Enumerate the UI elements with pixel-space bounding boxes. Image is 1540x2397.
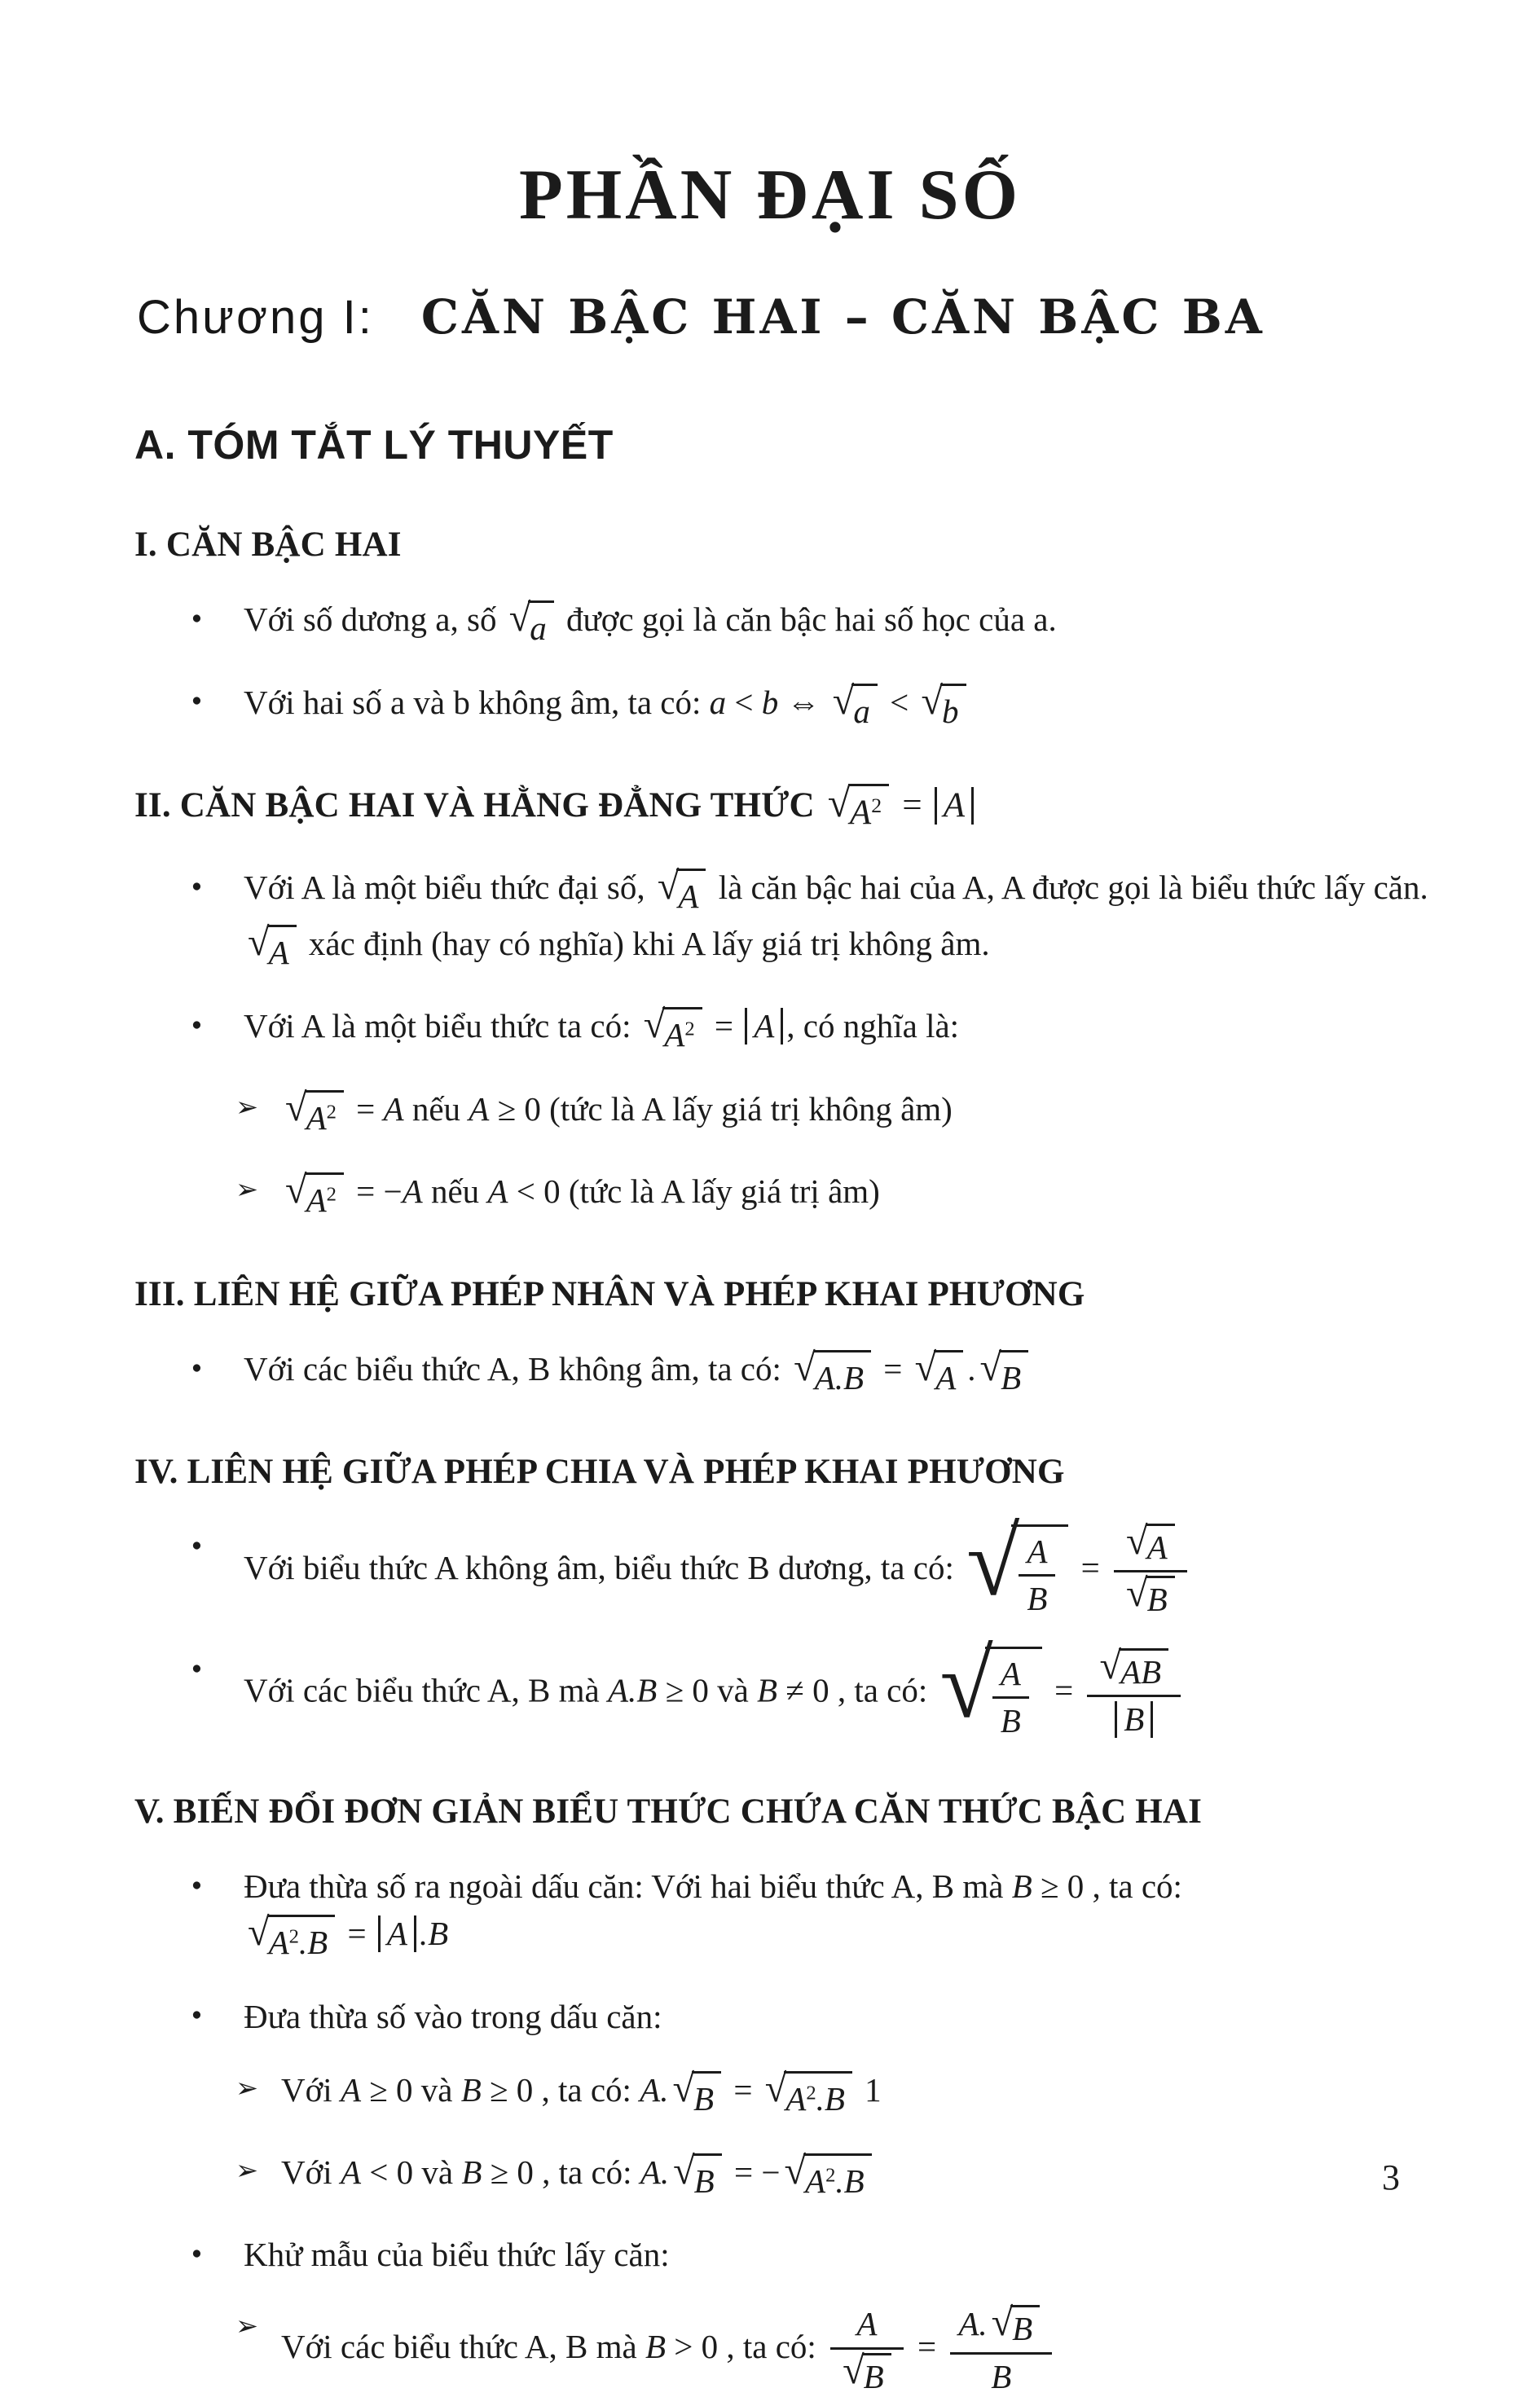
chapter-title: CĂN BẬC HAI – CĂN BẬC BA — [420, 289, 1265, 345]
bullet-item — [134, 1002, 1434, 1058]
square-root: √ B — [843, 2353, 891, 2397]
bullet-item — [134, 1507, 1434, 1620]
square-root: √ $A^2$ — [285, 1090, 344, 1141]
radical-sign-icon: √ — [784, 2149, 807, 2192]
square-root: √ $A^2$ — [828, 784, 890, 838]
fraction — [1114, 1520, 1187, 1620]
item-content: √ $A^2$ = A nếu A ≥ 0 (tức là A lấy giá trị không âm) — [281, 1085, 1434, 1141]
item-content: Với các biểu thức A, B không âm, ta có: √ A.B = √ A . √ B — [244, 1345, 1434, 1401]
square-root: √ A — [915, 1350, 964, 1401]
item-content: Với A < 0 và B ≥ 0 , ta có: A. √ B = − √ $A^2.B$ — [281, 2149, 1434, 2205]
bullet-dot-icon: ● — [191, 1357, 202, 1377]
square-root: √ A — [658, 869, 706, 920]
sub-bullet-item — [134, 2301, 1434, 2396]
bullet-dot-icon: ● — [191, 608, 202, 628]
square-root: √ A — [248, 925, 297, 976]
absolute-value: A — [745, 1008, 783, 1044]
square-root: √ a — [509, 600, 554, 652]
section-heading: IV. LIÊN HỆ GIỮA PHÉP CHIA VÀ PHÉP KHAI PHƯƠNG — [134, 1453, 1065, 1492]
radical-sign-icon: √ — [764, 2066, 787, 2110]
item-content: Với các biểu thức A, B mà B > 0 , ta có: A √ B = A. √ B B — [281, 2304, 1434, 2396]
item-content: Đưa thừa số vào trong dấu căn: — [244, 1997, 662, 2035]
sub-bullet-item — [134, 2066, 1434, 2122]
radical-sign-icon: √ — [248, 1911, 270, 1955]
section-heading: I. CĂN BẬC HAI — [134, 526, 402, 565]
square-root: √ $A^2.B$ — [784, 2153, 871, 2205]
square-root: √ B — [1126, 1576, 1175, 1620]
square-root: √ B — [992, 2305, 1041, 2349]
section-heading: II. CĂN BẬC HAI VÀ HẰNG ĐẲNG THỨC √ $A^2$ = A — [134, 781, 1434, 838]
square-root: √ $A^2$ — [285, 1172, 344, 1224]
radical-sign-icon: √ — [285, 1085, 307, 1129]
radical-sign-icon: √ — [1126, 1520, 1148, 1564]
square-root: √ b — [921, 684, 966, 735]
radical-sign-icon: √ — [914, 1346, 937, 1390]
page-number: 3 — [1382, 2157, 1400, 2197]
square-root: √ a — [833, 684, 878, 735]
radical-sign-icon: √ — [657, 864, 680, 908]
bullet-item — [134, 1993, 1434, 2040]
fraction: A. √ B B — [950, 2304, 1052, 2396]
item-content: Với số dương a, số √ a được gọi là căn bậc hai số học của a. — [244, 596, 1434, 652]
absolute-value: A — [935, 787, 974, 825]
radical-sign-icon: √ — [643, 1003, 666, 1047]
chapter-label: Chương I: — [137, 291, 374, 344]
radical-sign-icon: √ — [939, 1630, 993, 1738]
item-content: Với A ≥ 0 và B ≥ 0 , ta có: A. √ B = √ $A^2.B$ 1 — [281, 2066, 1434, 2122]
bullet-item — [134, 1630, 1434, 1741]
radical-sign-icon: √ — [979, 1346, 1002, 1390]
radical-sign-icon: √ — [248, 921, 270, 965]
square-root: √ B — [980, 1350, 1029, 1401]
radical-sign-icon: √ — [285, 1168, 307, 1212]
absolute-value: A — [378, 1915, 416, 1951]
bullet-dot-icon: ● — [191, 2004, 202, 2025]
radical-sign-icon: √ — [673, 2149, 695, 2192]
radical-sign-icon: √ — [832, 679, 855, 723]
arrow-bullet-icon: ➢ — [235, 2073, 259, 2104]
bullet-item — [134, 1345, 1434, 1401]
arrow-bullet-icon: ➢ — [235, 2156, 259, 2186]
item-content: √ $A^2$ = −A nếu A < 0 (tức là A lấy giá trị âm) — [281, 1168, 1434, 1224]
bullet-dot-icon: ● — [191, 1874, 202, 1894]
bullet-item — [134, 596, 1434, 652]
square-root: √ B — [673, 2153, 722, 2205]
fraction: $\frac{A}{B}$ — [1019, 1532, 1055, 1619]
square-root — [939, 1630, 1042, 1741]
square-root: √ B — [672, 2071, 721, 2122]
bullet-item — [134, 679, 1434, 735]
sub-bullet-item — [134, 2149, 1434, 2205]
item-content: Đưa thừa số ra ngoài dấu căn: Với hai biểu thức A, B mà B ≥ 0 , ta có: √ $A^2.B$ = A .B — [244, 1863, 1434, 1966]
radical-sign-icon: √ — [1099, 1644, 1121, 1688]
radical-sign-icon: √ — [843, 2348, 865, 2392]
absolute-value: B — [1115, 1701, 1153, 1737]
fraction: A √ B — [830, 2304, 904, 2396]
radical-sign-icon: √ — [921, 679, 944, 723]
item-content: Với hai số a và b không âm, ta có: a < b ⇔ √ a < √ b — [244, 679, 1434, 735]
arrow-bullet-icon: ➢ — [235, 1092, 259, 1123]
page-title: PHẦN ĐẠI SỐ — [518, 156, 1022, 235]
bullet-item — [134, 1863, 1434, 1966]
radical-sign-icon: √ — [508, 596, 531, 640]
radical-sign-icon: √ — [966, 1507, 1020, 1616]
arrow-bullet-icon: ➢ — [235, 1174, 259, 1205]
section-heading: V. BIẾN ĐỔI ĐƠN GIẢN BIỂU THỨC CHỨA CĂN THỨC BẬC HAI — [134, 1792, 1203, 1832]
radical-sign-icon: √ — [794, 1346, 816, 1390]
sub-bullet-item — [134, 1168, 1434, 1224]
item-content: Với A là một biểu thức đại số, √ A là căn bậc hai của A, A được gọi là biểu thức lấy căn. √ A xác định (hay có nghĩa) khi A lấy giá trị không âm. — [244, 864, 1434, 976]
bullet-item — [134, 864, 1434, 976]
sub-bullet-item — [134, 1085, 1434, 1141]
chapter-heading — [137, 284, 1540, 351]
square-root: √ $A^2.B$ — [765, 2071, 852, 2122]
fraction — [1087, 1644, 1181, 1739]
radical-sign-icon: √ — [1126, 1572, 1148, 1616]
item-content: Khử mẫu của biểu thức lấy căn: — [244, 2236, 670, 2274]
bullet-dot-icon: ● — [191, 1014, 202, 1035]
section-a-heading: A. TÓM TẮT LÝ THUYẾT — [134, 422, 614, 468]
radical-sign-icon: √ — [672, 2066, 695, 2110]
fraction: $\frac{A}{B}$ — [992, 1654, 1029, 1741]
square-root: √ $A^2.B$ — [248, 1915, 335, 1966]
square-root: √ AB — [1099, 1648, 1168, 1692]
bullet-dot-icon: ● — [191, 690, 202, 710]
item-content: Với các biểu thức A, B mà A.B ≥ 0 và B ≠ 0 , ta có: √ $\frac{A}{B}$ = √ AB B — [244, 1647, 1434, 1741]
square-root: √ $A^2$ — [644, 1007, 702, 1058]
sections — [134, 520, 1434, 2396]
bullet-dot-icon: ● — [191, 875, 202, 895]
bullet-dot-icon: ● — [191, 1535, 202, 1555]
bullet-item — [134, 2231, 1434, 2278]
item-content: Với A là một biểu thức ta có: √ $A^2$ = A , có nghĩa là: — [244, 1002, 1434, 1058]
square-root — [966, 1507, 1068, 1619]
arrow-bullet-icon: ➢ — [235, 2311, 259, 2342]
square-root: √ A.B — [794, 1350, 871, 1401]
section-heading: III. LIÊN HỆ GIỮA PHÉP NHÂN VÀ PHÉP KHAI PHƯƠNG — [134, 1274, 1085, 1313]
bullet-dot-icon: ● — [191, 2242, 202, 2263]
bullet-dot-icon: ● — [191, 1658, 202, 1678]
square-root: √ A — [1126, 1524, 1175, 1568]
radical-sign-icon: √ — [827, 779, 851, 825]
radical-sign-icon: √ — [991, 2301, 1014, 2345]
item-content: Với biểu thức A không âm, biểu thức B dương, ta có: √ $\frac{A}{B}$ = √ A √ B — [244, 1523, 1434, 1620]
